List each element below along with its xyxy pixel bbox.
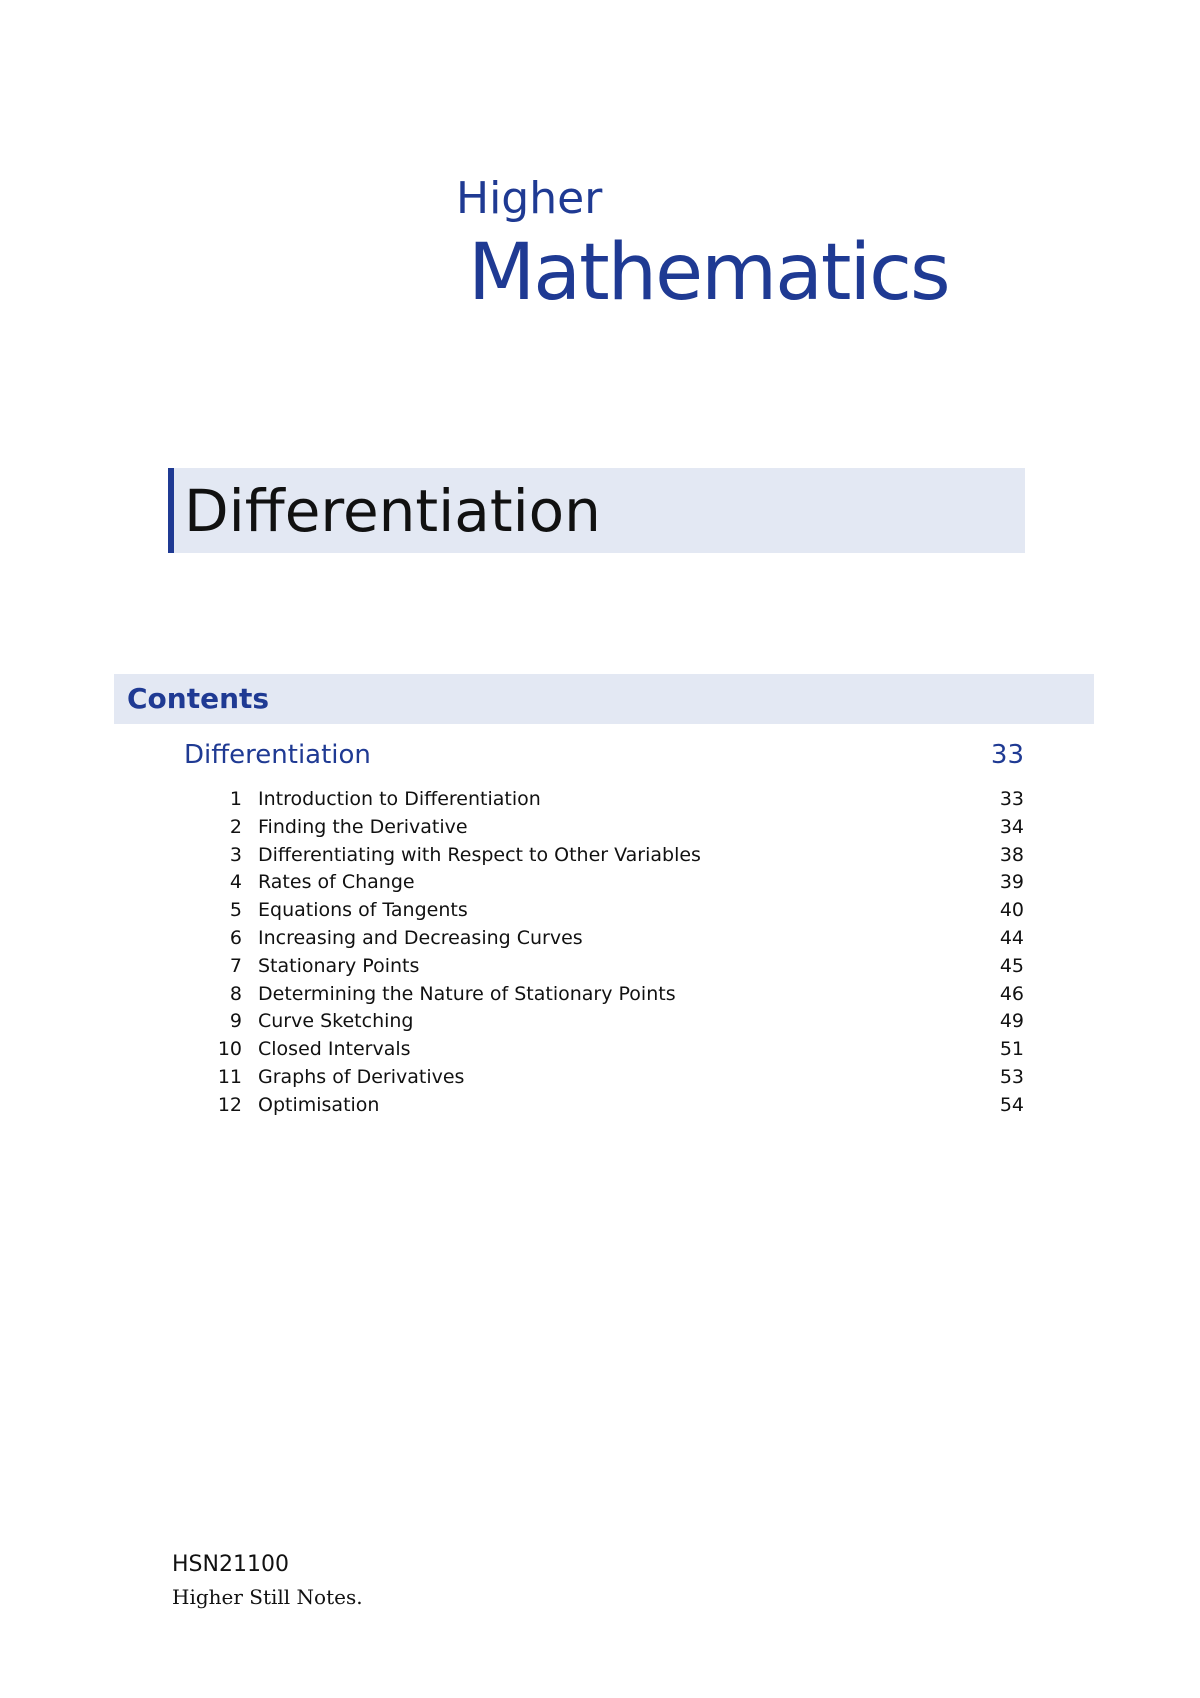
topic-title: Differentiation xyxy=(184,477,601,545)
toc-entry-title: Optimisation xyxy=(258,1093,380,1116)
toc-entry-number: 8 xyxy=(229,982,242,1005)
toc-section-row[interactable] xyxy=(184,735,1024,775)
toc-entry-page: 46 xyxy=(999,982,1024,1005)
toc-entry[interactable] xyxy=(208,1092,1024,1120)
toc-entry-number: 5 xyxy=(229,899,242,922)
toc-entry[interactable] xyxy=(208,786,1024,814)
toc-entry-number: 7 xyxy=(229,954,242,977)
toc-entry-number: 2 xyxy=(229,815,242,838)
toc-entry[interactable] xyxy=(208,814,1024,842)
toc-entry-page: 44 xyxy=(999,926,1024,949)
toc-entry-number: 10 xyxy=(217,1038,242,1061)
toc-entry-page: 40 xyxy=(999,899,1024,922)
toc-entry[interactable] xyxy=(208,925,1024,953)
toc-entry-title: Introduction to Differentiation xyxy=(258,788,541,810)
toc-entry[interactable] xyxy=(208,1008,1024,1036)
toc-list xyxy=(208,786,1024,1120)
toc-entry-page: 33 xyxy=(999,788,1024,810)
toc-entry[interactable] xyxy=(208,1036,1024,1064)
header-subject: Mathematics xyxy=(468,228,949,318)
toc-entry-page: 39 xyxy=(999,871,1024,894)
toc-entry[interactable] xyxy=(208,953,1024,981)
toc-entry-number: 1 xyxy=(229,788,242,810)
toc-entry-number: 6 xyxy=(229,926,242,949)
toc-entry[interactable] xyxy=(208,981,1024,1009)
toc-entry-title: Differentiating with Respect to Other Variables xyxy=(258,843,701,866)
toc-entry-title: Determining the Nature of Stationary Points xyxy=(258,982,676,1005)
toc-entry[interactable] xyxy=(208,1064,1024,1092)
toc-entry-title: Curve Sketching xyxy=(258,1010,414,1033)
toc-entry-number: 12 xyxy=(217,1093,242,1116)
toc-entry-title: Rates of Change xyxy=(258,871,415,894)
toc-entry-page: 34 xyxy=(999,815,1024,838)
contents-heading: Contents xyxy=(127,682,270,715)
toc-entry[interactable] xyxy=(208,842,1024,870)
toc-entry-page: 54 xyxy=(999,1093,1024,1116)
toc-entry[interactable] xyxy=(208,869,1024,897)
toc-entry-number: 3 xyxy=(229,843,242,866)
toc-entry-page: 53 xyxy=(999,1065,1024,1088)
topic-accent-bar xyxy=(168,468,174,553)
toc-entry-page: 45 xyxy=(999,954,1024,977)
toc-entry-title: Graphs of Derivatives xyxy=(258,1065,465,1088)
toc-section-title: Differentiation xyxy=(184,740,371,770)
toc-entry-title: Finding the Derivative xyxy=(258,815,468,838)
header-level: Higher xyxy=(456,173,603,224)
footer-doc-code: HSN21100 xyxy=(172,1552,289,1577)
toc-section-page: 33 xyxy=(990,740,1024,770)
toc-entry-number: 4 xyxy=(229,871,242,894)
toc-entry[interactable] xyxy=(208,897,1024,925)
toc-entry-title: Stationary Points xyxy=(258,954,420,977)
toc-entry-title: Equations of Tangents xyxy=(258,899,468,922)
footer-brand: Higher Still Notes. xyxy=(172,1585,363,1609)
toc-entry-page: 49 xyxy=(999,1010,1024,1033)
toc-entry-page: 38 xyxy=(999,843,1024,866)
toc-entry-number: 11 xyxy=(217,1065,242,1088)
toc-entry-page: 51 xyxy=(999,1038,1024,1061)
toc-entry-number: 9 xyxy=(229,1010,242,1033)
toc-entry-title: Increasing and Decreasing Curves xyxy=(258,926,583,949)
toc-entry-title: Closed Intervals xyxy=(258,1038,411,1061)
